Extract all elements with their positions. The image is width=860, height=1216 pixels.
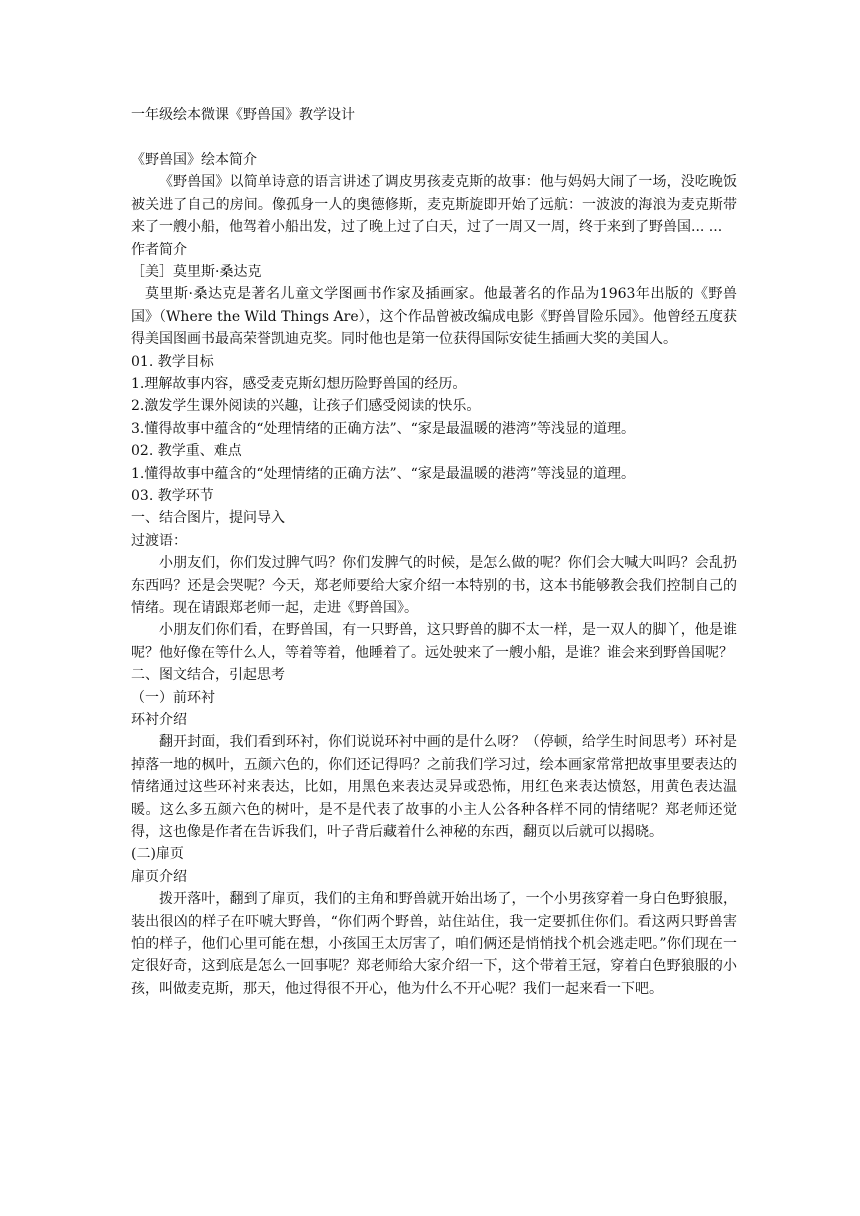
document-body [131,149,737,1000]
goal-item-2: 2.激发学生课外阅读的兴趣，让孩子们感受阅读的快乐。 [131,398,481,415]
paragraph-title-page: 拨开落叶，翻到了扉页，我们的主角和野兽就开始出场了，一个小男孩穿着一身白色野狼服，装出很凶的样子在吓唬大野兽，“你们两个野兽，站住站住，我一定要抓住你们。看这两只野兽害怕的样子，他们心里可能在想，小孩国王太厉害了，咱们俩还是悄悄找个机会逃走吧。”你们现在一定很好奇，这到底是怎么一回事呢？郑老师给大家介绍一下，这个带着王冠，穿着白色野狼服的小孩，叫做麦克斯，那天，他过得很不开心，他为什么不开心呢？我们一起来看一下吧。 [131,891,737,997]
key-point-item-1: 1.懂得故事中蕴含的“处理情绪的正确方法”、“家是最温暖的港湾”等浅显的道理。 [131,465,635,482]
section-heading-key-points: 02. 教学重、难点 [131,443,242,460]
transition-label: 过渡语： [131,532,187,549]
paragraph-endpaper: 翻开封面，我们看到环衬，你们说说环衬中画的是什么呀？（停顿，给学生时间思考）环衬是掉落一地的枫叶，五颜六色的，你们还记得吗？之前我们学习过，绘本画家常常把故事里要表达的情绪通过这些环衬来表达，比如，用黑色来表达灵异或恐怖，用红色来表达愤怒，用黄色表达温暖。这么多五颜六色的树叶，是不是代表了故事的小主人公各种各样不同的情绪呢？郑老师还觉得，这也像是作者在告诉我们，叶子背后藏着什么神秘的东西，翻页以后就可以揭晓。 [131,734,737,840]
paragraph-transition-1: 小朋友们，你们发过脾气吗？你们发脾气的时候，是怎么做的呢？你们会大喊大叫吗？会乱扔东西吗？还是会哭呢？今天，郑老师要给大家介绍一本特别的书，这本书能够教会我们控制自己的情绪。现在请跟郑老师一起，走进《野兽国》。 [131,555,737,616]
step-heading-2: 二、图文结合，引起思考 [131,667,285,684]
label-title-page-intro: 扉页介绍 [131,868,187,885]
goal-item-3: 3.懂得故事中蕴含的“处理情绪的正确方法”、“家是最温暖的港湾”等浅显的道理。 [131,420,635,437]
section-heading-intro: 《野兽国》绘本简介 [131,152,257,168]
paragraph-transition-2: 小朋友们你们看，在野兽国，有一只野兽，这只野兽的脚不太一样，是一双人的脚丫，他是谁呢？他好像在等什么人，等着等着，他睡着了。远处驶来了一艘小船，是谁？谁会来到野兽国呢？ [131,622,737,661]
paragraph-book-summary: 《野兽国》以简单诗意的语言讲述了调皮男孩麦克斯的故事：他与妈妈大闹了一场，没吃晚饭被关进了自己的房间。像孤身一人的奥德修斯，麦克斯旋即开始了远航：一波波的海浪为麦克斯带来了一艘小船，他驾着小船出发，过了晚上过了白天，过了一周又一周，终于来到了野兽国... ... [131,174,737,236]
document-title: 一年级绘本微课《野兽国》教学设计 [131,107,355,123]
section-heading-goals: 01. 教学目标 [131,353,214,370]
paragraph-author-bio: 莫里斯·桑达克是著名儿童文学图画书作家及插画家。他最著名的作品为1963年出版的《野兽国》（Where the Wild Things Are），这个作品曾被改编成电影《野兽冒险乐园》。他曾经五度获得美国图画书最高荣誉凯迪克奖。同时他也是第一位获得国际安徒生插画大奖的美国人。 [131,286,737,348]
author-name: ［美］莫里斯·桑达克 [131,264,262,280]
subheading-front-endpaper: （一）前环衬 [131,689,215,706]
step-heading-1: 一、结合图片，提问导入 [131,510,285,527]
label-endpaper-intro: 环衬介绍 [131,711,187,728]
section-heading-steps: 03. 教学环节 [131,487,214,504]
subheading-title-page: (二)扉页 [131,846,184,863]
section-heading-author: 作者简介 [131,241,187,258]
goal-item-1: 1.理解故事内容，感受麦克斯幻想历险野兽国的经历。 [131,376,467,392]
